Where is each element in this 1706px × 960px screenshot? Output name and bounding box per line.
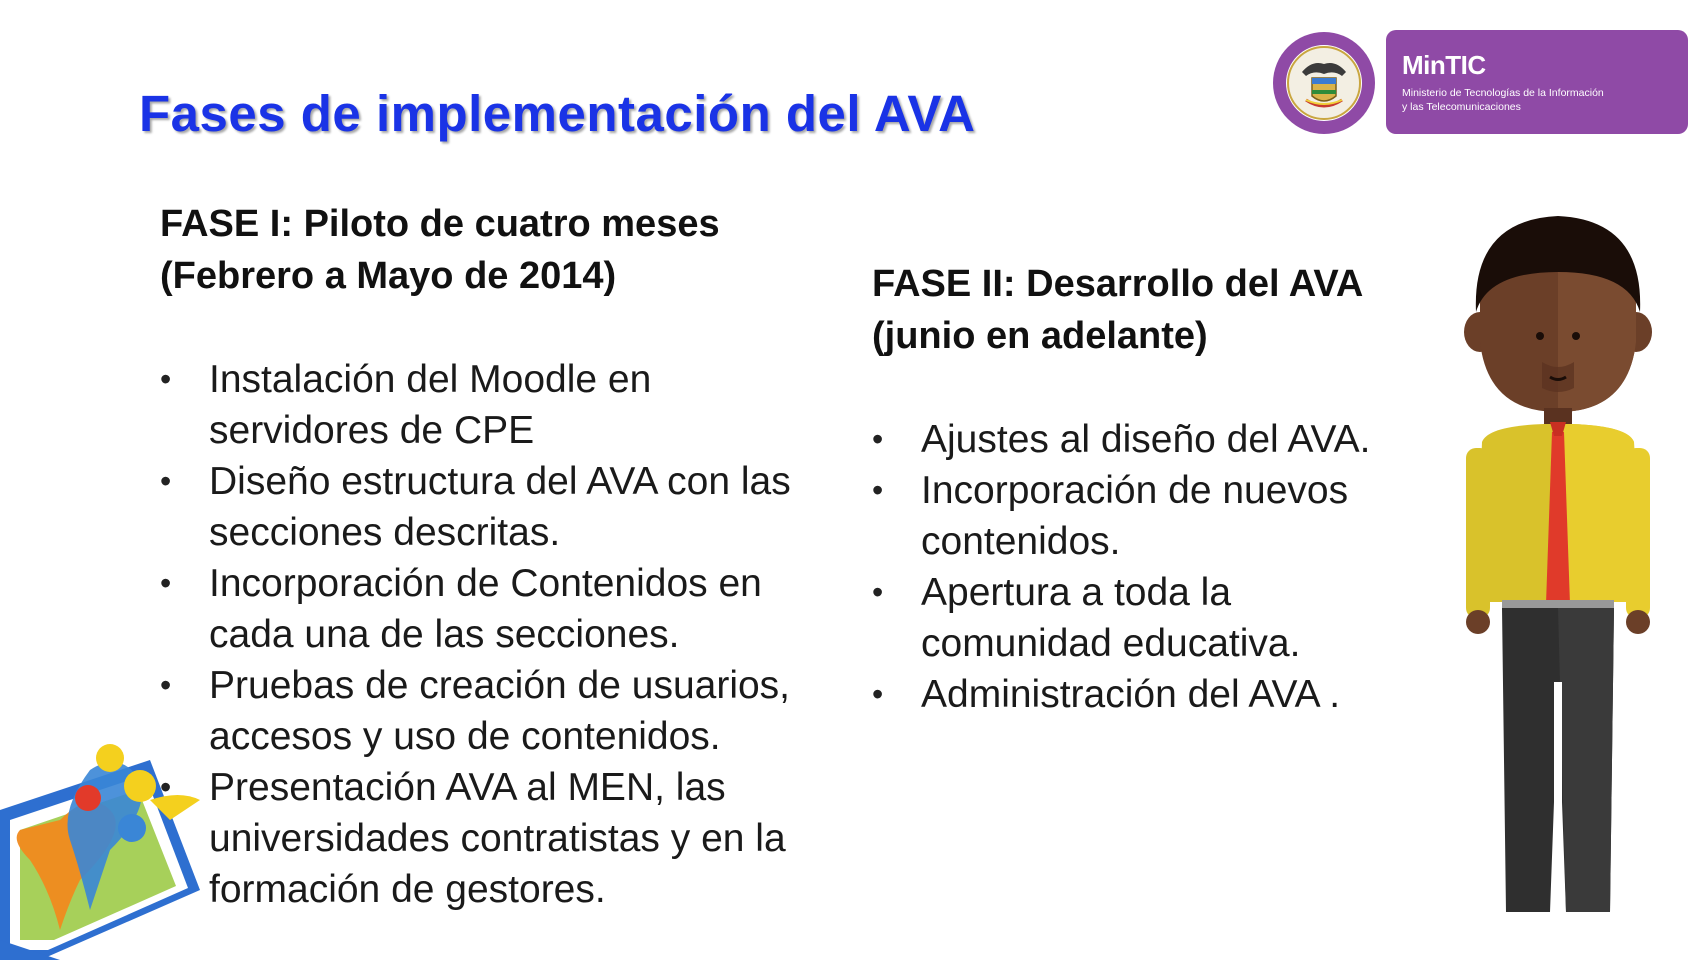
mintic-name: MinTIC <box>1402 50 1486 80</box>
list-item: • Presentación AVA al MEN, las universidades contratistas y en la formación de gestores. <box>160 762 820 915</box>
mintic-subtitle-line1: Ministerio de Tecnologías de la Información <box>1402 87 1604 99</box>
list-item: • Incorporación de nuevos contenidos. <box>872 465 1432 567</box>
children-laptop-icon <box>0 740 210 960</box>
header-logos <box>1272 30 1688 136</box>
phase1-heading: FASE I: Piloto de cuatro meses (Febrero a Mayo de 2014) <box>160 203 720 297</box>
list-item: • Incorporación de Contenidos en cada una de las secciones. <box>160 558 820 660</box>
phase1-column <box>160 198 820 915</box>
list-item: • Pruebas de creación de usuarios, accesos y uso de contenidos. <box>160 660 820 762</box>
list-item: • Apertura a toda la comunidad educativa. <box>872 567 1432 669</box>
mintic-subtitle-line2: y las Telecomunicaciones <box>1402 101 1521 113</box>
phase1-list <box>160 354 820 915</box>
phase2-heading: FASE II: Desarrollo del AVA (junio en adelante) <box>872 263 1364 357</box>
mintic-logo <box>1386 30 1688 134</box>
slide-title: Fases de implementación del AVA <box>139 85 976 142</box>
list-item: • Diseño estructura del AVA con las secciones descritas. <box>160 456 820 558</box>
list-item: • Administración del AVA . <box>872 669 1432 720</box>
phase2-column <box>872 258 1432 720</box>
mintic-subtitle <box>1402 86 1682 114</box>
phase2-list <box>872 414 1432 720</box>
seal-icon <box>1272 30 1376 136</box>
list-item: • Ajustes al diseño del AVA. <box>872 414 1432 465</box>
list-item: • Instalación del Moodle en servidores de CPE <box>160 354 820 456</box>
person-illustration-icon <box>1458 212 1658 922</box>
